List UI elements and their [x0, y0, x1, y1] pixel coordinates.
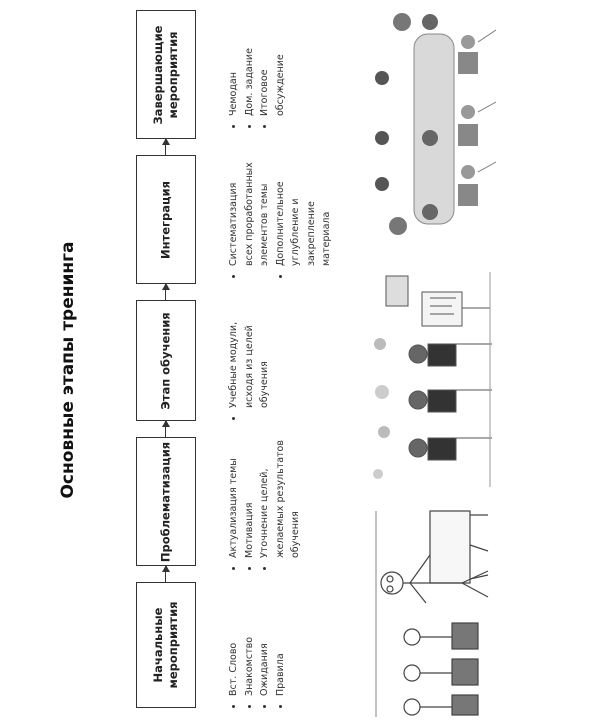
bullet-item: углубление и	[290, 198, 301, 266]
bullets-initial	[226, 637, 288, 708]
bullet-item: • Дом. задание	[242, 48, 258, 116]
stage-box-problematization	[136, 437, 196, 566]
stage-box-final	[136, 10, 196, 139]
bullet-item: • Правила	[273, 637, 289, 696]
bullets-learning	[226, 322, 273, 420]
bullet-item: • Знакомство	[242, 637, 258, 696]
classroom-illustration	[368, 262, 496, 487]
conference-table-illustration	[372, 12, 500, 242]
bullet-item: • Уточнение целей,	[257, 440, 273, 558]
stage-label-initial	[151, 601, 181, 688]
bullet-item: • Чемодан	[226, 48, 242, 116]
bullet-item: • Вст. Слово	[226, 637, 242, 696]
bullets-final	[226, 48, 288, 128]
bullet-item: • Дополнительное	[273, 162, 289, 266]
stage-label-integration: Интеграция	[158, 180, 173, 259]
bullet-item: • Систематизация	[226, 162, 242, 266]
bullet-item: обсуждение	[274, 54, 286, 116]
bullet-item: • Мотивация	[242, 440, 258, 558]
bullet-item: элементов темы	[259, 183, 270, 266]
stage-label-learning: Этап обучения	[158, 311, 173, 410]
arrow-up-1	[165, 566, 166, 582]
bullet-item: материала	[321, 211, 332, 266]
bullet-item: обучения	[259, 361, 270, 408]
stage-box-initial	[136, 582, 196, 708]
arrow-up-4	[165, 139, 166, 155]
bullet-item: • Итоговое	[257, 48, 273, 116]
bullet-item: закрепление	[305, 201, 317, 266]
stage-box-learning	[136, 300, 196, 421]
stage-label-final	[151, 25, 181, 124]
stage-box-integration	[136, 155, 196, 284]
stage-label-problematization: Проблематизация	[158, 441, 173, 562]
bullet-item: всех проработанных	[243, 162, 255, 266]
bullet-item: • Учебные модули,	[226, 322, 242, 408]
bullets-problematization	[226, 440, 304, 570]
bullet-item: • Актуализация темы	[226, 440, 242, 558]
stage-label-initial-text: Начальные мероприятия	[151, 601, 180, 689]
stage-label-final-text: Завершающие мероприятия	[151, 25, 180, 124]
bullet-item: исходя из целей	[243, 325, 255, 408]
page-title: Основные этапы тренинга	[58, 241, 78, 499]
bullet-item: желаемых результатов	[274, 440, 286, 558]
bullets-integration	[226, 162, 335, 278]
bullet-item: обучения	[290, 511, 301, 558]
trainer-illustration	[370, 505, 495, 717]
arrow-up-3	[165, 284, 166, 300]
arrow-up-2	[165, 421, 166, 437]
bullet-item: • Ожидания	[257, 637, 273, 696]
